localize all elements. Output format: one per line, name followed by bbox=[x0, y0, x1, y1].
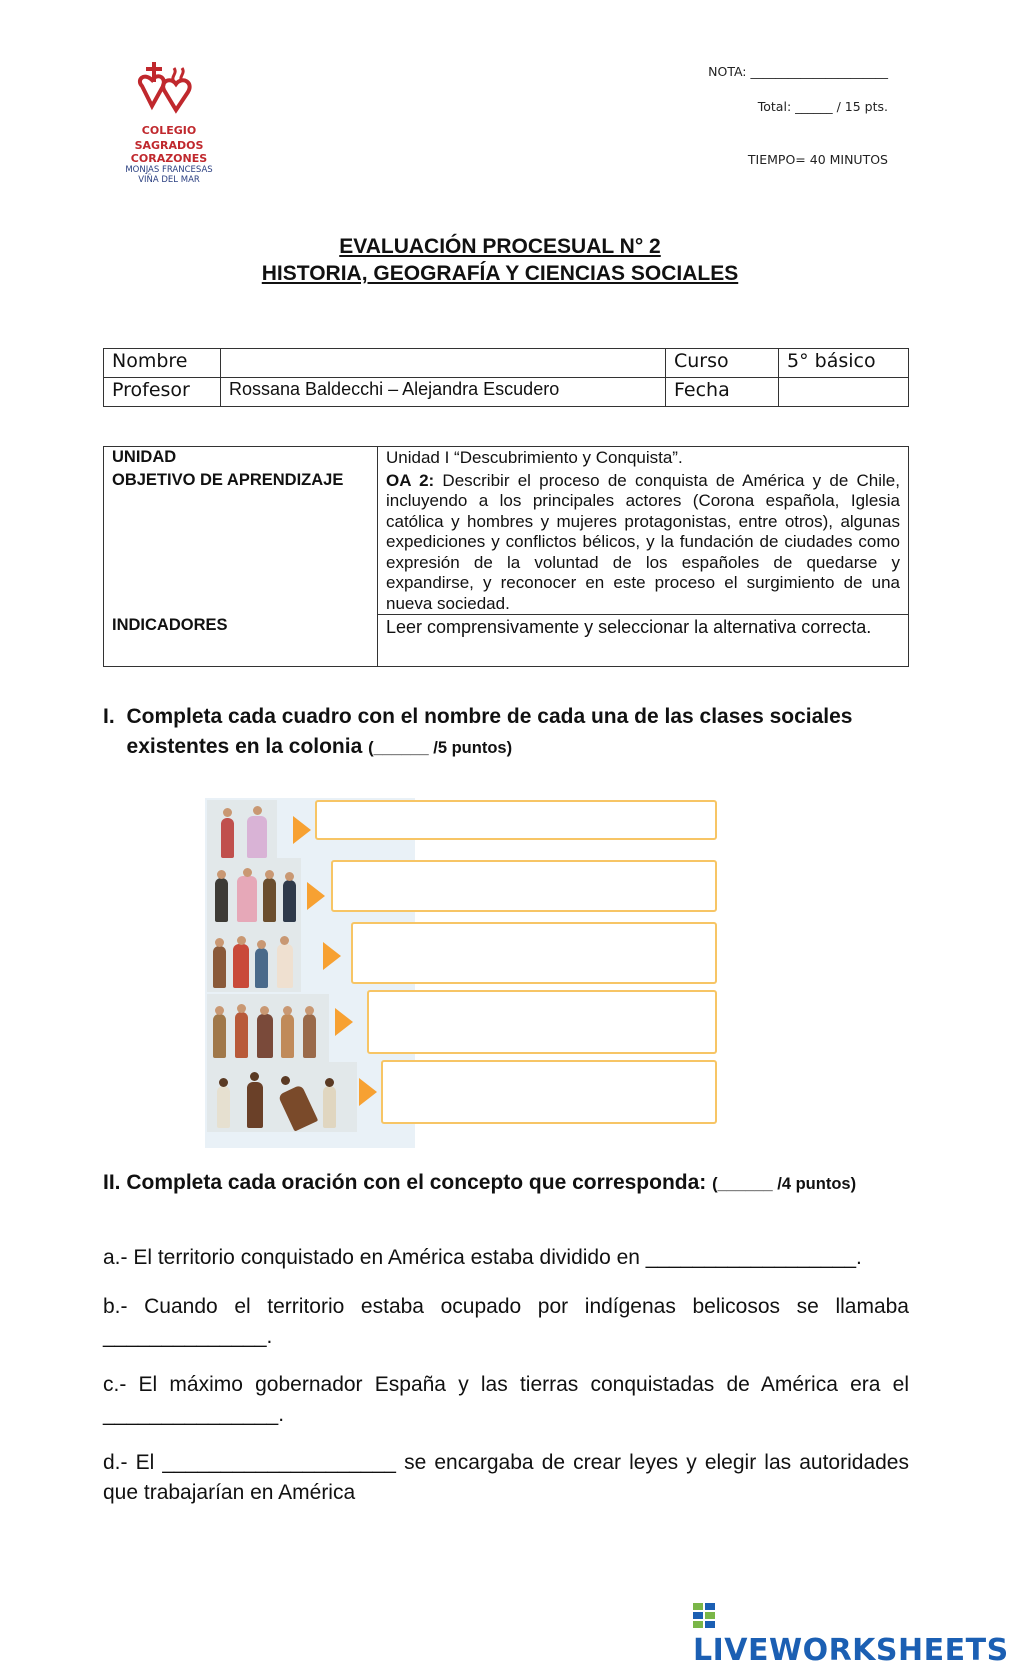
objetivo-value bbox=[378, 470, 909, 615]
arrow-1-icon bbox=[293, 816, 311, 844]
section2-heading bbox=[103, 1168, 909, 1199]
unidad-value: Unidad I “Descubrimiento y Conquista”. bbox=[378, 447, 909, 470]
mestizo-class-illustration bbox=[207, 924, 301, 992]
social-classes-figure bbox=[205, 798, 735, 1148]
sentence-c[interactable]: c.- El máximo gobernador España y las tierras conquistadas de América era el _______________. bbox=[103, 1373, 909, 1426]
student-info-table bbox=[103, 348, 909, 407]
curso-value: 5° básico bbox=[779, 349, 909, 378]
indicadores-label: INDICADORES bbox=[104, 615, 378, 667]
objetivo-label: OBJETIVO DE APRENDIZAJE bbox=[104, 470, 378, 615]
school-name-line1: COLEGIO bbox=[141, 124, 197, 137]
profesor-label: Profesor bbox=[104, 378, 221, 407]
peninsular-class-illustration bbox=[207, 800, 277, 862]
arrow-4-icon bbox=[335, 1008, 353, 1036]
school-name-line3: MONJAS FRANCESAS bbox=[125, 165, 213, 175]
section1-points: (______ /5 puntos) bbox=[368, 739, 513, 757]
unidad-label: UNIDAD bbox=[104, 447, 378, 470]
answer-box-1[interactable] bbox=[315, 800, 717, 840]
learning-objective-table bbox=[103, 446, 909, 667]
indigenous-class-illustration bbox=[207, 994, 329, 1062]
section2-points: (______ /4 puntos) bbox=[712, 1175, 857, 1193]
liveworksheets-watermark bbox=[693, 1598, 1009, 1668]
tiempo-label: TIEMPO= 40 MINUTOS bbox=[747, 152, 888, 167]
indicadores-value: Leer comprensivamente y seleccionar la alternativa correcta. bbox=[378, 615, 909, 667]
school-name-line2: SAGRADOS CORAZONES bbox=[130, 139, 208, 165]
sentence-b[interactable]: b.- Cuando el territorio estaba ocupado por indígenas belicosos se llamaba ______________. bbox=[103, 1295, 909, 1348]
nombre-input[interactable] bbox=[221, 349, 666, 378]
answer-box-5[interactable] bbox=[381, 1060, 717, 1124]
nombre-label: Nombre bbox=[104, 349, 221, 378]
criollo-class-illustration bbox=[207, 858, 301, 926]
enslaved-class-illustration bbox=[207, 1062, 357, 1132]
total-field[interactable]: Total: ______ / 15 pts. bbox=[757, 99, 888, 114]
school-logo bbox=[100, 60, 238, 194]
nota-field[interactable]: NOTA: ______________________ bbox=[708, 64, 888, 79]
answer-box-3[interactable] bbox=[351, 922, 717, 984]
fecha-label: Fecha bbox=[666, 378, 779, 407]
answer-box-4[interactable] bbox=[367, 990, 717, 1054]
sacred-hearts-icon bbox=[134, 60, 204, 122]
section1-number: I. bbox=[103, 705, 115, 728]
arrow-2-icon bbox=[307, 882, 325, 910]
fecha-input[interactable] bbox=[779, 378, 909, 407]
arrow-3-icon bbox=[323, 942, 341, 970]
section1-text: Completa cada cuadro con el nombre de cada una de las clases sociales existentes en la colonia bbox=[126, 705, 853, 758]
page-title: EVALUACIÓN PROCESUAL N° 2 bbox=[339, 235, 661, 258]
curso-label: Curso bbox=[666, 349, 779, 378]
objetivo-code: OA 2: bbox=[386, 470, 435, 490]
school-name-line4: VIÑA DEL MAR bbox=[138, 175, 200, 185]
profesor-value: Rossana Baldecchi – Alejandra Escudero bbox=[221, 378, 666, 407]
section2-text: II. Completa cada oración con el concepto que corresponda: bbox=[103, 1171, 713, 1194]
sentence-d[interactable]: d.- El ____________________ se encargaba de crear leyes y elegir las autoridades que trabajarían en América bbox=[103, 1451, 909, 1504]
section1-heading bbox=[103, 702, 903, 763]
watermark-text: LIVEWORKSHEETS bbox=[693, 1633, 1009, 1668]
objetivo-text: Describir el proceso de conquista de América y de Chile, incluyendo a los principales actores (Corona española, Iglesia católica y hombres y mujeres protagonistas, entre otros), algunas expediciones y conflictos bélicos, y la fundación de ciudades como expresión de la voluntad de los españoles de quedarse y expandirse, y reconocer en este proceso el surgimiento de una nueva sociedad. bbox=[386, 470, 900, 613]
liveworksheets-logo-icon bbox=[693, 1603, 715, 1629]
arrow-5-icon bbox=[359, 1078, 377, 1106]
answer-box-2[interactable] bbox=[331, 860, 717, 912]
page-subtitle: HISTORIA, GEOGRAFÍA Y CIENCIAS SOCIALES bbox=[261, 262, 739, 285]
sentence-a[interactable]: a.- El territorio conquistado en América estaba dividido en __________________. bbox=[103, 1246, 862, 1269]
